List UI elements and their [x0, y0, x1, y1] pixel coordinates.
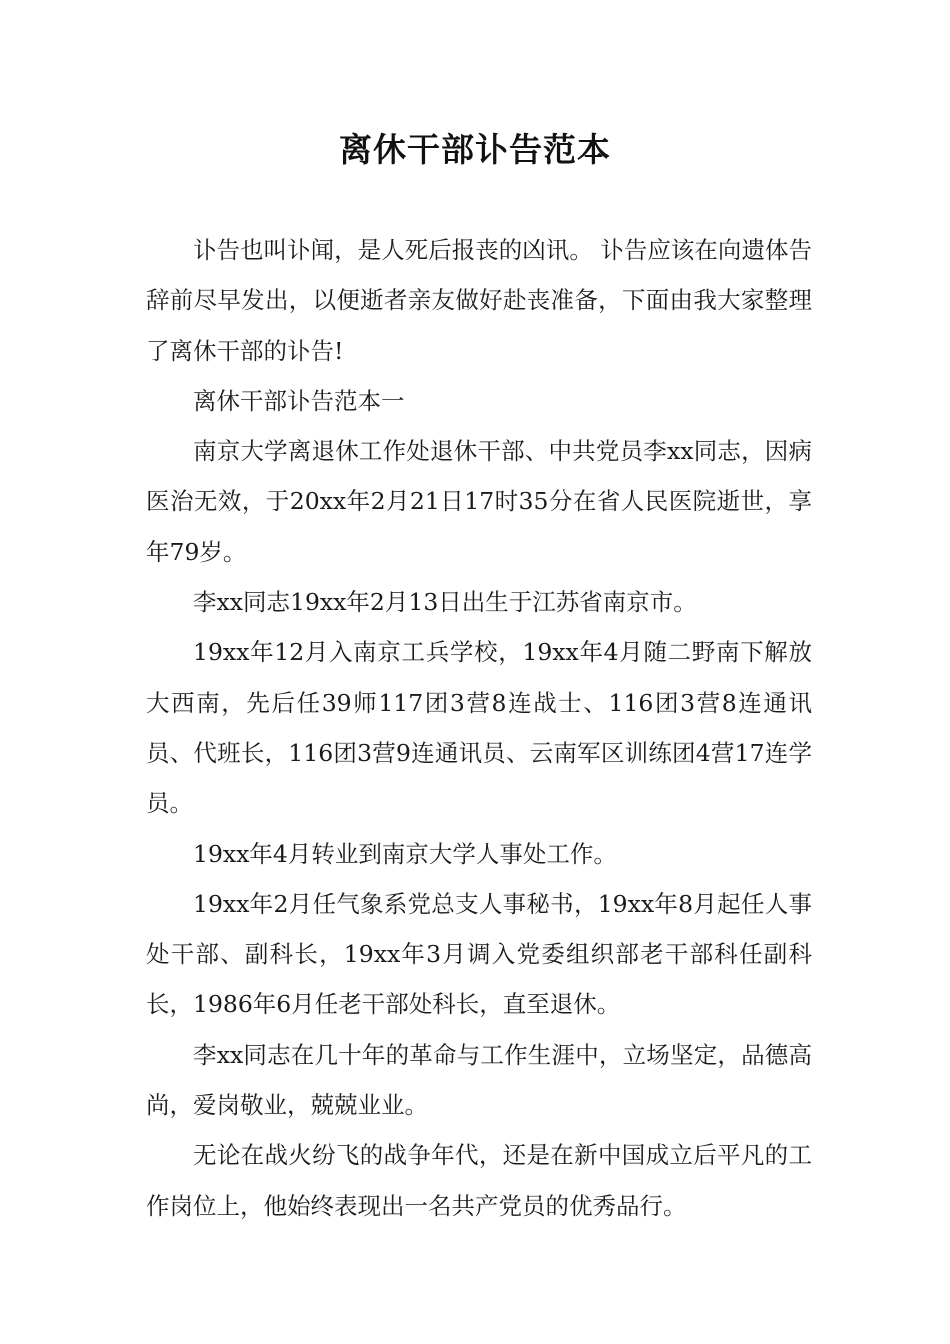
- paragraph: 李xx同志19xx年2月13日出生于江苏省南京市。: [193, 588, 697, 617]
- paragraph: 无论在战火纷飞的战争年代，还是在新中国成立后平凡的工作岗位上，他始终表现出一名共产党员的优秀品行。: [146, 1141, 812, 1220]
- paragraph: 讣告也叫讣闻，是人死后报丧的凶讯。 讣告应该在向遗体告辞前尽早发出，以便逝者亲友做好赴丧准备，下面由我大家整理了离休干部的讣告!: [146, 236, 812, 365]
- document-body: [146, 225, 812, 1231]
- paragraph: 南京大学离退休工作处退休干部、中共党员李xx同志，因病医治无效，于20xx年2月21日17时35分在省人民医院逝世，享年79岁。: [146, 437, 812, 566]
- document-title: 离休干部讣告范本: [339, 130, 611, 169]
- paragraph: 19xx年4月转业到南京大学人事处工作。: [193, 839, 617, 868]
- section-heading: 离休干部讣告范本一: [193, 386, 405, 415]
- paragraph: 李xx同志在几十年的革命与工作生涯中，立场坚定，品德高尚，爱岗敬业，兢兢业业。: [146, 1040, 812, 1120]
- paragraph: 19xx年12月入南京工兵学校，19xx年4月随二野南下解放大西南，先后任39师117团3营8连战士、116团3营8连通讯员、代班长，116团3营9连通讯员、云南军区训练团4营17连学员。: [146, 638, 812, 818]
- paragraph: 19xx年2月任气象系党总支人事秘书，19xx年8月起任人事处干部、副科长，19xx年3月调入党委组织部老干部科任副科长，1986年6月任老干部处科长，直至退休。: [146, 889, 812, 1019]
